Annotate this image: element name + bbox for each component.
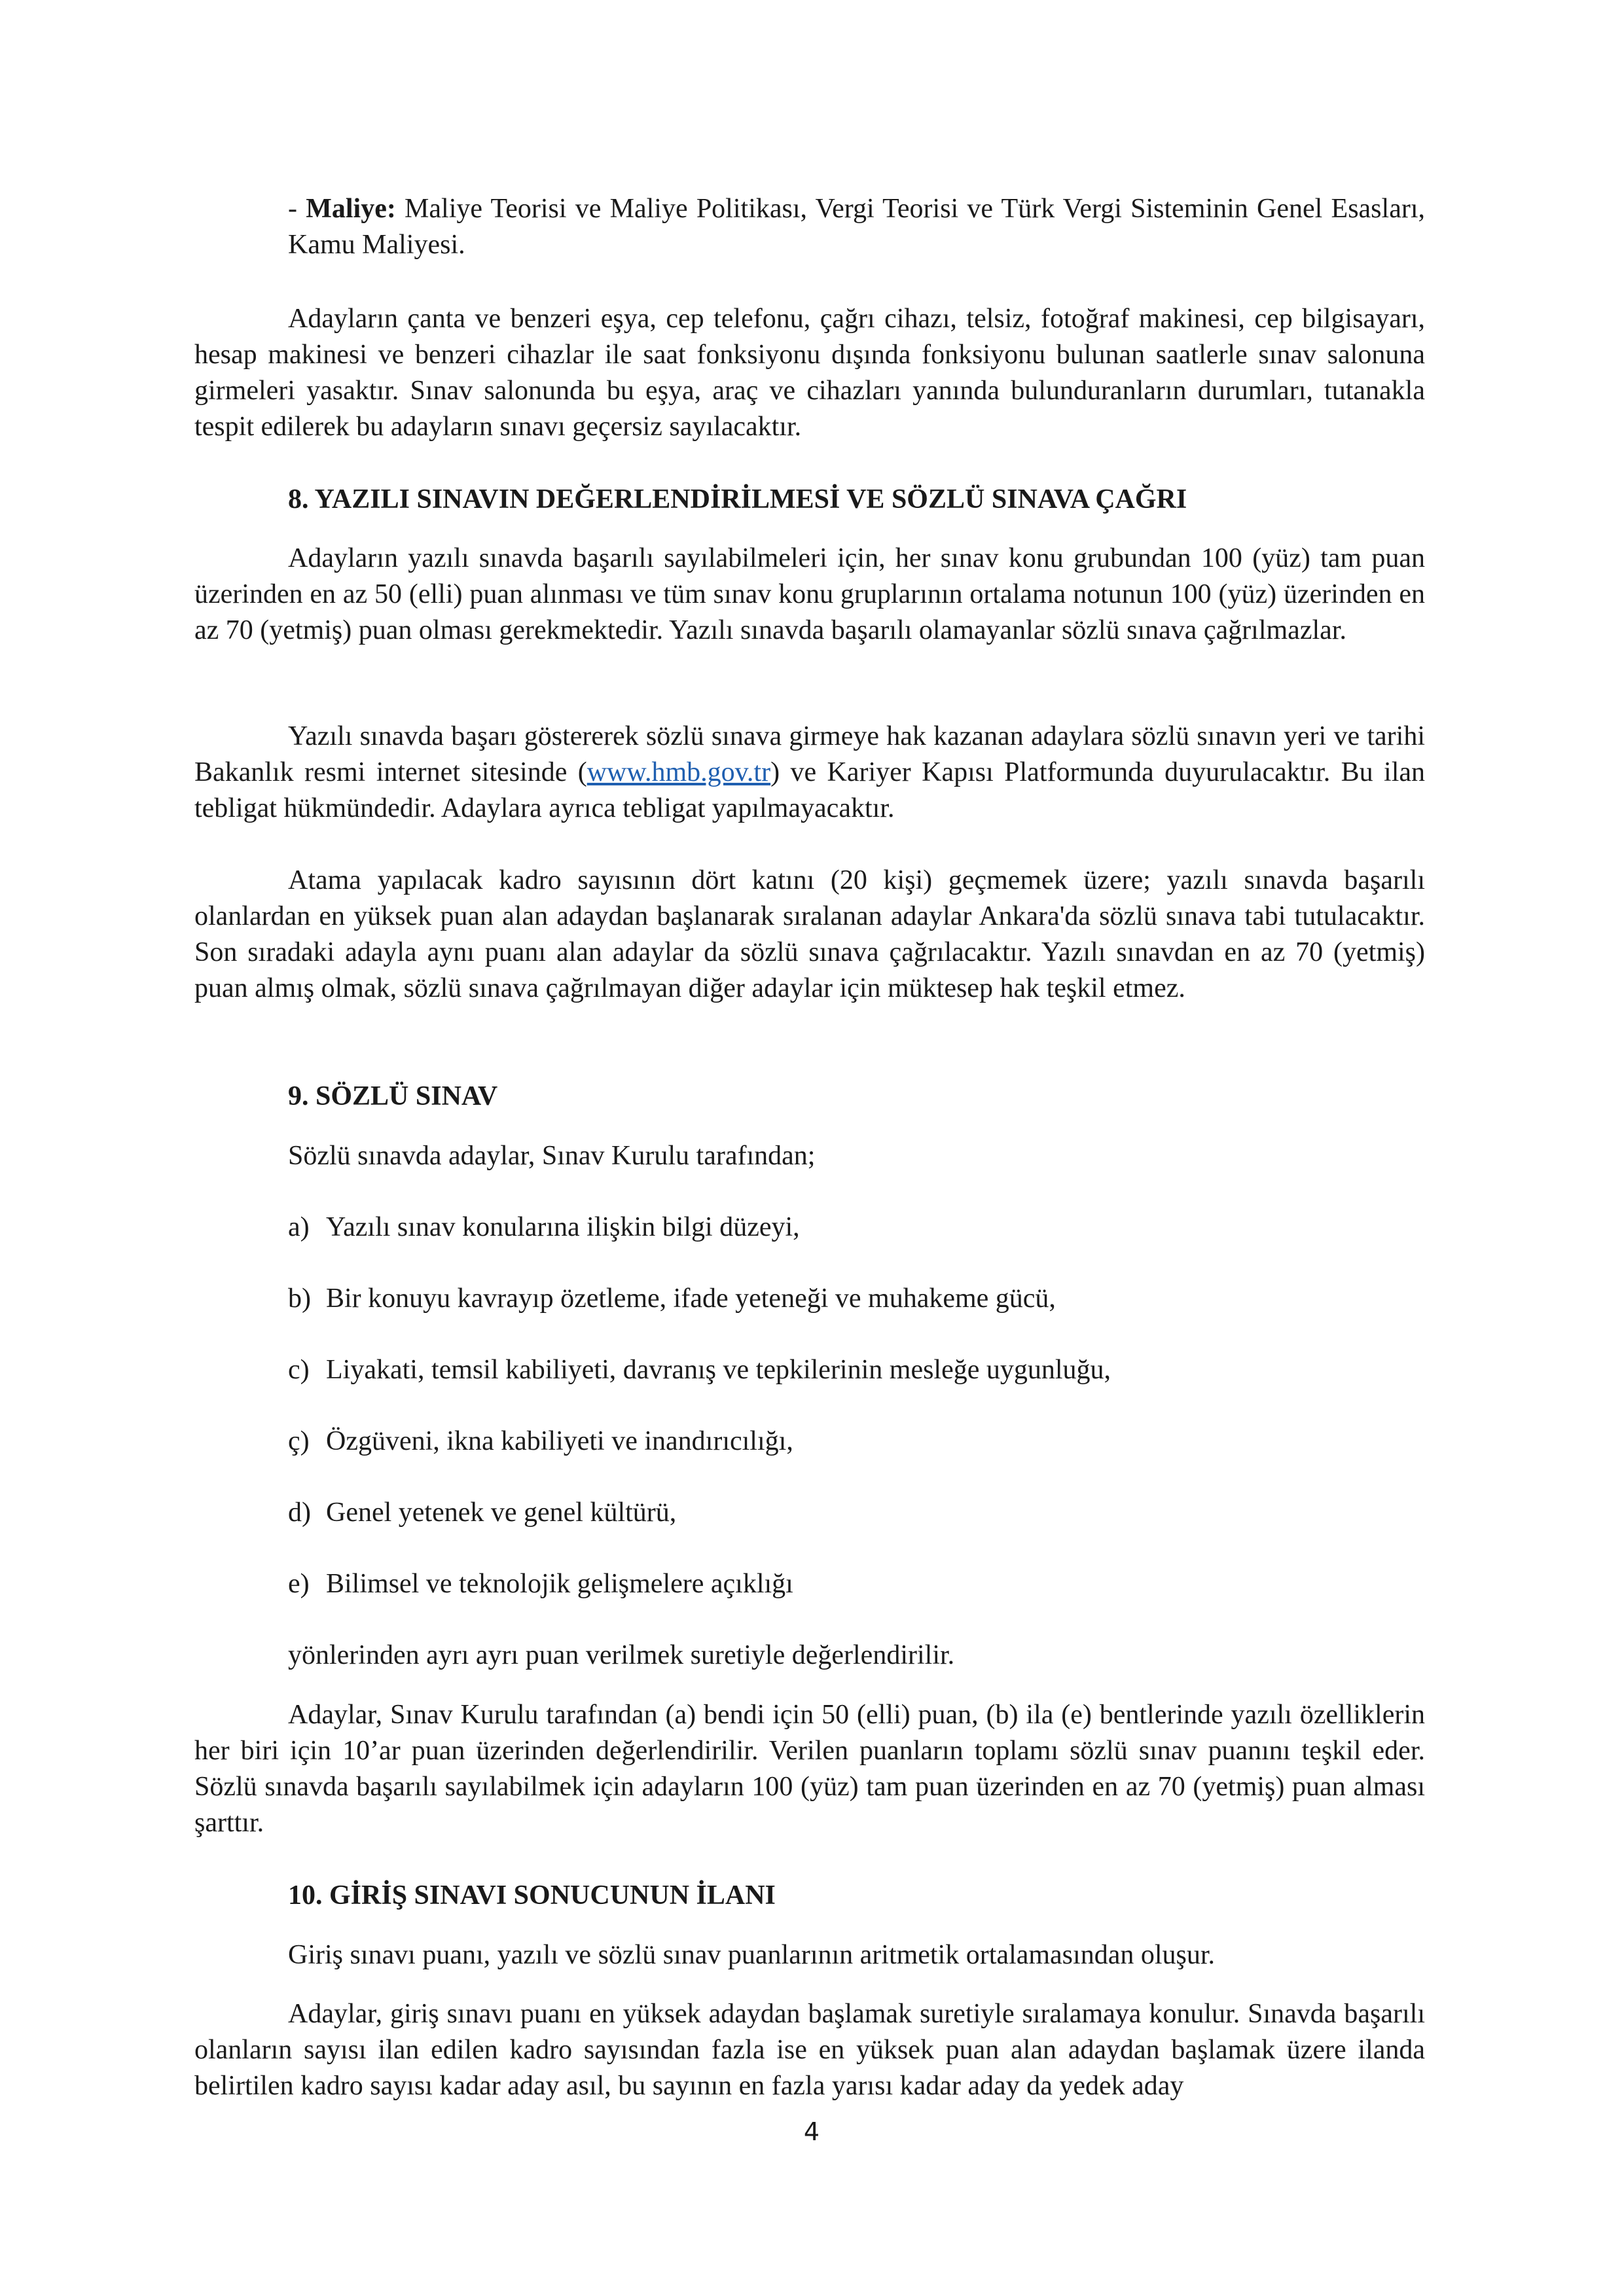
list-item-text: Özgüveni, ikna kabiliyeti ve inandırıcılığı,	[326, 1426, 793, 1456]
list-item-text: Liyakati, temsil kabiliyeti, davranış ve tepkilerinin mesleğe uygunluğu,	[326, 1355, 1111, 1385]
list-item-text: Genel yetenek ve genel kültürü,	[326, 1498, 677, 1528]
page-number: 4	[803, 2117, 820, 2146]
list-item	[288, 1352, 1111, 1388]
list-item-text: Bir konuyu kavrayıp özetleme, ifade yeteneği ve muhakeme gücü,	[326, 1283, 1056, 1314]
section-10-paragraph-2: Adaylar, giriş sınavı puanı en yüksek adaydan başlamak suretiyle sıralamaya konulur. Sınavda başarılı olanların sayısı ilan edilen kadro sayısından fazla ise en yüksek puan alan adaydan başlamak üzere ilanda belirtilen kadro sayısı kadar aday asıl, bu sayının en fazla yarısı kadar aday da yedek aday	[194, 1999, 1425, 2101]
list-dash: -	[288, 194, 306, 224]
section-8-paragraph-1: Adayların yazılı sınavda başarılı sayılabilmeleri için, her sınav konu grubundan 100 (yüz) tam puan üzerinden en az 50 (elli) puan alınması ve tüm sınav konu gruplarının ortalama notunun 100 (yüz) üzerinden en az 70 (yetmiş) puan olması gerekmektedir. Yazılı sınavda başarılı olamayanlar sözlü sınava çağrılmazlar.	[194, 543, 1425, 645]
section-10-heading: 10. GİRİŞ SINAVI SONUCUNUN İLANI	[288, 1880, 776, 1910]
list-marker: e)	[288, 1569, 310, 1599]
list-item	[288, 1210, 800, 1246]
list-marker: d)	[288, 1498, 311, 1528]
list-marker: a)	[288, 1212, 310, 1242]
section-10-paragraph-1: Giriş sınavı puanı, yazılı ve sözlü sınav puanlarının aritmetik ortalamasından oluşur.	[288, 1940, 1216, 1970]
list-marker: ç)	[288, 1426, 310, 1456]
list-marker: c)	[288, 1355, 310, 1385]
list-item-text: Yazılı sınav konularına ilişkin bilgi düzeyi,	[326, 1212, 800, 1242]
section-8-paragraph-3: Atama yapılacak kadro sayısının dört katını (20 kişi) geçmemek üzere; yazılı sınavda başarılı olanlardan en yüksek puan alan adaydan başlanarak sıralanan adaylar Ankara'da sözlü sınava tabi tutulacaktır. Son sıradaki adayla aynı puanı alan adaylar da sözlü sınava çağrılacaktır. Yazılı sınavdan en az 70 (yetmiş) puan almış olmak, sözlü sınava çağrılmayan diğer adaylar için müktesep hak teşkil etmez.	[194, 865, 1425, 1003]
section-9-outro: yönlerinden ayrı ayrı puan verilmek suretiyle değerlendirilir.	[288, 1640, 955, 1670]
section-9-heading: 9. SÖZLÜ SINAV	[288, 1081, 498, 1111]
section-8-paragraph-2-text-before: Yazılı sınavda başarı göstererek sözlü sınava girmeye hak kazanan adaylara sözlü sınavın yeri ve tarihi Bakanlık resmi internet sitesinde (	[194, 721, 1425, 787]
list-item	[288, 1495, 676, 1531]
section-9-intro: Sözlü sınavda adaylar, Sınav Kurulu tarafından;	[288, 1141, 816, 1171]
maliye-subject-paragraph	[288, 191, 1425, 263]
section-8-paragraph-2	[194, 719, 1425, 827]
list-item	[288, 1424, 793, 1460]
list-item	[288, 1566, 793, 1602]
list-marker: b)	[288, 1283, 311, 1314]
maliye-subjects-text: Maliye Teorisi ve Maliye Politikası, Vergi Teorisi ve Türk Vergi Sisteminin Genel Esasları, Kamu Maliyesi.	[288, 194, 1425, 260]
section-8-paragraph-2-text-after: ) ve Kariyer Kapısı Platformunda duyurulacaktır. Bu ilan tebligat hükmündedir. Adaylara ayrıca tebligat yapılmayacaktır.	[194, 757, 1425, 823]
section-8-heading: 8. YAZILI SINAVIN DEĞERLENDİRİLMESİ VE SÖZLÜ SINAVA ÇAĞRI	[288, 484, 1187, 514]
exam-rules-paragraph: Adayların çanta ve benzeri eşya, cep telefonu, çağrı cihazı, telsiz, fotoğraf makinesi, cep bilgisayarı, hesap makinesi ve benzeri cihazlar ile saat fonksiyonu dışında fonksiyonu bulunan saatlerle sınav salonuna girmeleri yasaktır. Sınav salonunda bu eşya, araç ve cihazları yanında bulunduranların durumları, tutanakla tespit edilerek bu adayların sınavı geçersiz sayılacaktır.	[194, 304, 1425, 442]
maliye-label: Maliye:	[306, 194, 396, 224]
section-9-scoring-paragraph: Adaylar, Sınav Kurulu tarafından (a) bendi için 50 (elli) puan, (b) ila (e) bentlerinde yazılı özelliklerin her biri için 10’ar puan üzerinden değerlendirilir. Verilen puanların toplamı sözlü sınav puanını teşkil eder. Sözlü sınavda başarılı sayılabilmek için adayların 100 (yüz) tam puan üzerinden en az 70 (yetmiş) puan alması şarttır.	[194, 1700, 1425, 1838]
list-item	[288, 1281, 1056, 1317]
list-item-text: Bilimsel ve teknolojik gelişmelere açıklığı	[326, 1569, 793, 1599]
hmb-website-link[interactable]: www.hmb.gov.tr	[586, 757, 771, 787]
